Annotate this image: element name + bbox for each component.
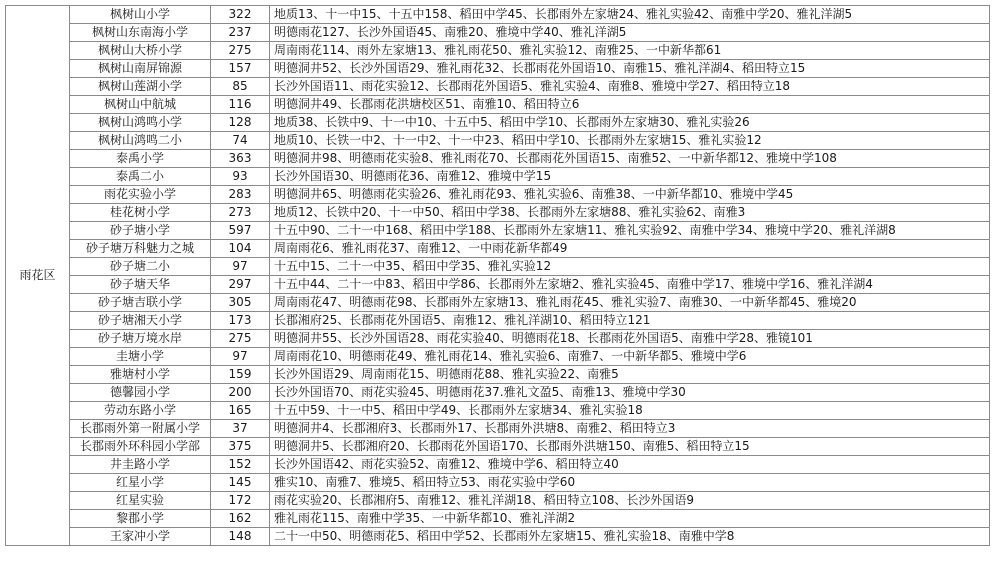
- school-name-cell: 黎郡小学: [70, 510, 211, 528]
- table-row: [6, 366, 990, 384]
- school-name-cell: 劳动东路小学: [70, 402, 211, 420]
- table-row: [6, 312, 990, 330]
- school-name-cell: 枫树山鸿鸣小学: [70, 114, 211, 132]
- destinations-cell: 长沙外国语42、雨花实验52、南雅12、雅境中学6、稻田特立40: [270, 456, 990, 474]
- table-row: [6, 330, 990, 348]
- destinations-cell: 十五中59、十一中5、稻田中学49、长郡雨外左家塘34、雅礼实验18: [270, 402, 990, 420]
- destinations-cell: 周南雨花10、明德雨花49、雅礼雨花14、雅礼实验6、南雅7、一中新华都5、雅境中学6: [270, 348, 990, 366]
- destinations-cell: 明德洞井5、长郡湘府20、长郡雨花外国语170、长郡雨外洪塘150、南雅5、稻田特立15: [270, 438, 990, 456]
- destinations-cell: 明德洞井98、明德雨花实验8、雅礼雨花70、长郡雨花外国语15、南雅52、一中新华都12、雅境中学108: [270, 150, 990, 168]
- student-count-cell: 172: [211, 492, 270, 510]
- table-row: [6, 510, 990, 528]
- school-name-cell: 长郡雨外环科园小学部: [70, 438, 211, 456]
- school-name-cell: 雅塘村小学: [70, 366, 211, 384]
- destinations-cell: 明德洞井52、长沙外国语29、雅礼雨花32、长郡雨花外国语10、南雅15、雅礼洋湖4、稻田特立15: [270, 60, 990, 78]
- table-row: [6, 24, 990, 42]
- destinations-cell: 周南雨花114、雨外左家塘13、雅礼雨花50、雅礼实验12、南雅25、一中新华都61: [270, 42, 990, 60]
- destinations-cell: 明德洞井65、明德雨花实验26、雅礼雨花93、雅礼实验6、南雅38、一中新华都10、雅境中学45: [270, 186, 990, 204]
- destinations-cell: 明德洞井55、长沙外国语28、雨花实验40、明德雨花18、长郡雨花外国语5、南雅中学28、雅镜101: [270, 330, 990, 348]
- table-row: [6, 420, 990, 438]
- student-count-cell: 148: [211, 528, 270, 546]
- student-count-cell: 305: [211, 294, 270, 312]
- school-name-cell: 枫树山鸿鸣二小: [70, 132, 211, 150]
- table-row: [6, 222, 990, 240]
- table-row: [6, 168, 990, 186]
- table-row: [6, 474, 990, 492]
- student-count-cell: 85: [211, 78, 270, 96]
- table-row: [6, 6, 990, 24]
- school-name-cell: 砂子塘二小: [70, 258, 211, 276]
- school-name-cell: 枫树山大桥小学: [70, 42, 211, 60]
- destinations-cell: 地质12、长铁中20、十一中50、稻田中学38、长郡雨外左家塘88、雅礼实验62、南雅3: [270, 204, 990, 222]
- table-row: [6, 276, 990, 294]
- student-count-cell: 37: [211, 420, 270, 438]
- student-count-cell: 104: [211, 240, 270, 258]
- school-destination-table: [5, 5, 990, 546]
- district-cell: 雨花区: [6, 6, 70, 546]
- school-name-cell: 圭塘小学: [70, 348, 211, 366]
- table-row: [6, 294, 990, 312]
- school-name-cell: 雨花实验小学: [70, 186, 211, 204]
- destinations-cell: 长沙外国语29、周南雨花15、明德雨花88、雅礼实验22、南雅5: [270, 366, 990, 384]
- student-count-cell: 275: [211, 330, 270, 348]
- school-name-cell: 红星小学: [70, 474, 211, 492]
- student-count-cell: 128: [211, 114, 270, 132]
- school-name-cell: 枫树山东南海小学: [70, 24, 211, 42]
- table-row: [6, 60, 990, 78]
- table-container: [5, 5, 990, 546]
- table-row: [6, 186, 990, 204]
- table-row: [6, 204, 990, 222]
- school-name-cell: 长郡雨外第一附属小学: [70, 420, 211, 438]
- table-row: [6, 42, 990, 60]
- destinations-cell: 长沙外国语30、明德雨花36、南雅12、雅境中学15: [270, 168, 990, 186]
- destinations-cell: 周南雨花6、雅礼雨花37、南雅12、一中雨花新华都49: [270, 240, 990, 258]
- student-count-cell: 322: [211, 6, 270, 24]
- table-row: [6, 78, 990, 96]
- student-count-cell: 157: [211, 60, 270, 78]
- table-row: [6, 438, 990, 456]
- student-count-cell: 173: [211, 312, 270, 330]
- student-count-cell: 597: [211, 222, 270, 240]
- school-name-cell: 泰禹小学: [70, 150, 211, 168]
- table-row: [6, 348, 990, 366]
- school-name-cell: 砂子塘万境水岸: [70, 330, 211, 348]
- destinations-cell: 地质10、长铁一中2、十一中2、十一中23、稻田中学10、长郡雨外左家塘15、雅礼实验12: [270, 132, 990, 150]
- student-count-cell: 97: [211, 258, 270, 276]
- destinations-cell: 长沙外国语11、雨花实验12、长郡雨花外国语5、雅礼实验4、南雅8、雅境中学27、稻田特立18: [270, 78, 990, 96]
- school-name-cell: 桂花树小学: [70, 204, 211, 222]
- student-count-cell: 375: [211, 438, 270, 456]
- student-count-cell: 275: [211, 42, 270, 60]
- student-count-cell: 363: [211, 150, 270, 168]
- school-name-cell: 砂子塘天华: [70, 276, 211, 294]
- student-count-cell: 159: [211, 366, 270, 384]
- destinations-cell: 雅礼雨花115、南雅中学35、一中新华都10、雅礼洋湖2: [270, 510, 990, 528]
- table-row: [6, 96, 990, 114]
- school-name-cell: 泰禹二小: [70, 168, 211, 186]
- student-count-cell: 200: [211, 384, 270, 402]
- student-count-cell: 283: [211, 186, 270, 204]
- table-row: [6, 528, 990, 546]
- destinations-cell: 明德雨花127、长沙外国语45、南雅20、雅境中学40、雅礼洋湖5: [270, 24, 990, 42]
- destinations-cell: 明德洞井4、长郡湘府3、长郡雨外17、长郡雨外洪塘8、南雅2、稻田特立3: [270, 420, 990, 438]
- school-name-cell: 王家冲小学: [70, 528, 211, 546]
- school-name-cell: 砂子塘湘天小学: [70, 312, 211, 330]
- student-count-cell: 162: [211, 510, 270, 528]
- table-row: [6, 240, 990, 258]
- table-row: [6, 402, 990, 420]
- school-name-cell: 德馨园小学: [70, 384, 211, 402]
- destinations-cell: 周南雨花47、明德雨花98、长郡雨外左家塘13、雅礼雨花45、雅礼实验7、南雅30、一中新华都45、雅境20: [270, 294, 990, 312]
- student-count-cell: 116: [211, 96, 270, 114]
- student-count-cell: 93: [211, 168, 270, 186]
- school-name-cell: 红星实验: [70, 492, 211, 510]
- school-name-cell: 砂子塘小学: [70, 222, 211, 240]
- student-count-cell: 97: [211, 348, 270, 366]
- student-count-cell: 145: [211, 474, 270, 492]
- school-name-cell: 枫树山中航城: [70, 96, 211, 114]
- school-name-cell: 砂子塘吉联小学: [70, 294, 211, 312]
- school-name-cell: 枫树山莲湖小学: [70, 78, 211, 96]
- table-row: [6, 384, 990, 402]
- school-name-cell: 枫树山小学: [70, 6, 211, 24]
- destinations-cell: 十五中90、二十一中168、稻田中学188、长郡雨外左家塘11、雅礼实验92、南雅中学34、雅境中学20、雅礼洋湖8: [270, 222, 990, 240]
- table-row: [6, 114, 990, 132]
- destinations-cell: 地质13、十一中15、十五中158、稻田中学45、长郡雨外左家塘24、雅礼实验42、南雅中学20、雅礼洋湖5: [270, 6, 990, 24]
- destinations-cell: 地质38、长铁中9、十一中10、十五中5、稻田中学10、长郡雨外左家塘30、雅礼实验26: [270, 114, 990, 132]
- destinations-cell: 二十一中50、明德雨花5、稻田中学52、长郡雨外左家塘15、雅礼实验18、南雅中学8: [270, 528, 990, 546]
- table-body: [6, 6, 990, 546]
- student-count-cell: 165: [211, 402, 270, 420]
- table-row: [6, 456, 990, 474]
- destinations-cell: 十五中44、二十一中83、稻田中学86、长郡雨外左家塘2、雅礼实验45、南雅中学17、雅境中学16、雅礼洋湖4: [270, 276, 990, 294]
- destinations-cell: 明德洞井49、长郡雨花洪塘校区51、南雅10、稻田特立6: [270, 96, 990, 114]
- student-count-cell: 152: [211, 456, 270, 474]
- student-count-cell: 237: [211, 24, 270, 42]
- table-row: [6, 492, 990, 510]
- destinations-cell: 十五中15、二十一中35、稻田中学35、雅礼实验12: [270, 258, 990, 276]
- school-name-cell: 枫树山南屏锦源: [70, 60, 211, 78]
- destinations-cell: 雨花实验20、长郡湘府5、南雅12、雅礼洋湖18、稻田特立108、长沙外国语9: [270, 492, 990, 510]
- destinations-cell: 雅实10、南雅7、雅境5、稻田特立53、雨花实验中学60: [270, 474, 990, 492]
- school-name-cell: 砂子塘万科魅力之城: [70, 240, 211, 258]
- student-count-cell: 273: [211, 204, 270, 222]
- school-name-cell: 井圭路小学: [70, 456, 211, 474]
- destinations-cell: 长沙外国语70、雨花实验45、明德雨花37.雅礼文盈5、南雅13、雅境中学30: [270, 384, 990, 402]
- student-count-cell: 74: [211, 132, 270, 150]
- table-row: [6, 258, 990, 276]
- table-row: [6, 132, 990, 150]
- table-row: [6, 150, 990, 168]
- student-count-cell: 297: [211, 276, 270, 294]
- destinations-cell: 长郡湘府25、长郡雨花外国语5、南雅12、雅礼洋湖10、稻田特立121: [270, 312, 990, 330]
